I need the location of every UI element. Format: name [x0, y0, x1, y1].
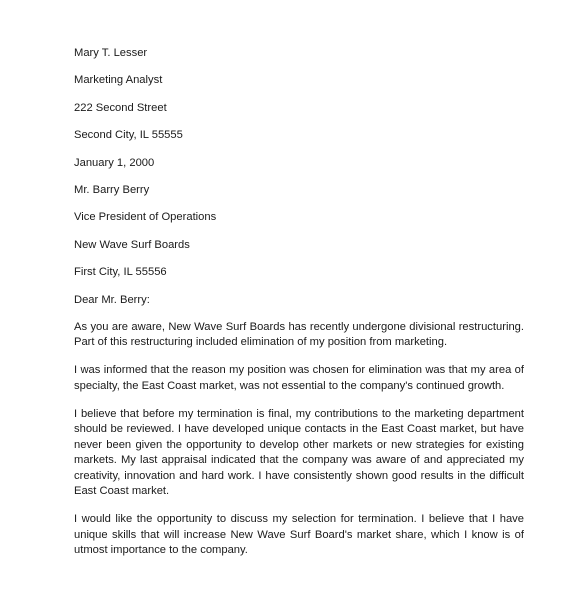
salutation: Dear Mr. Berry:: [74, 293, 150, 306]
recipient-name: Mr. Barry Berry: [74, 183, 150, 196]
sender-street: 222 Second Street: [74, 101, 167, 114]
paragraph-restructuring: As you are aware, New Wave Surf Boards has recently undergone divisional restructuring. Part of this restructuring included elimination of my position from marketing.: [74, 320, 524, 349]
recipient-title: Vice President of Operations: [74, 211, 217, 224]
paragraph-request: I would like the opportunity to discuss my selection for termination. I believe that I have unique skills that will increase New Wave Surf Board's market share, which I know is of utmost importance to the company.: [74, 513, 524, 557]
paragraph-elimination-reason: I was informed that the reason my position was chosen for elimination was that my area of specialty, the East Coast market, was not essential to the company's continued growth.: [74, 364, 524, 392]
sender-title: Marketing Analyst: [74, 74, 163, 87]
sender-name: Mary T. Lesser: [74, 47, 148, 59]
recipient-city: First City, IL 55556: [74, 266, 167, 279]
letter-date: January 1, 2000: [74, 156, 155, 169]
recipient-company: New Wave Surf Boards: [74, 238, 190, 251]
paragraph-contributions: I believe that before my termination is final, my contributions to the marketing department should be reviewed. I have developed unique contacts in the East Coast market, but have never been given the opportunity to develop other markets or new strategies for existing markets. My last appraisal indicated that the company was aware of and appreciated my creativity, innovation and hard work. I have consistently shown good results in the difficult East Coast market.: [74, 407, 524, 498]
letter-body: [74, 46, 524, 571]
sender-city: Second City, IL 55555: [74, 129, 183, 142]
